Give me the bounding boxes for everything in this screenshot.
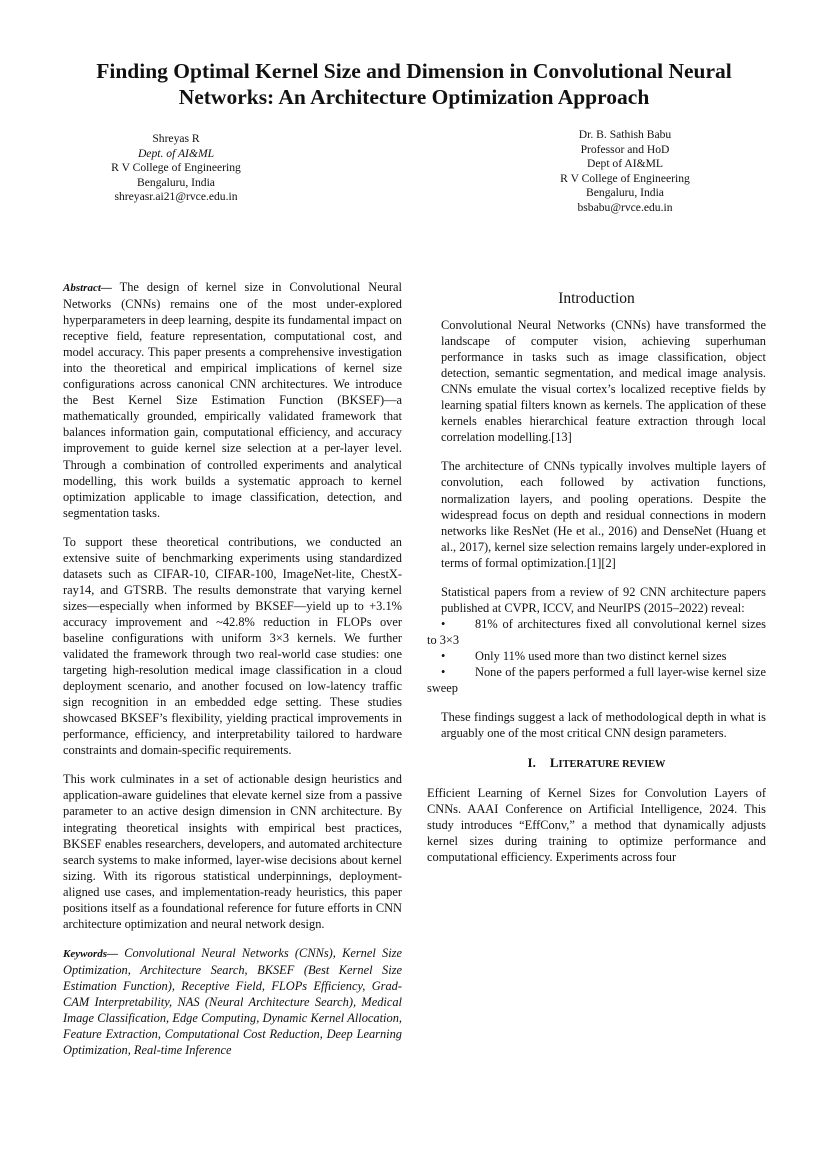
abstract-label: Abstract—	[63, 282, 112, 294]
author-dept: Dept. of AI&ML	[137, 146, 215, 160]
intro-paragraph-2: The architecture of CNNs typically involves multiple layers of convolution, each followed by activation functions, normalization layers, and pooling operations. Despite the widespread focus on depth and residual connections in modern networks like ResNet (He et al., 2016) and DenseNet (Huang et al., 2017), kernel size selection remains largely under-explored in terms of formal optimization.[1][2]	[441, 459, 766, 570]
keywords-paragraph	[63, 945, 402, 1058]
bullet-icon: •	[441, 664, 446, 679]
list-item	[427, 648, 766, 664]
author-role: Professor and HoD	[580, 142, 670, 156]
left-column	[63, 279, 402, 1058]
heading-rest: ITERATURE REVIEW	[558, 759, 666, 771]
keywords-label: Keywords—	[63, 947, 118, 960]
list-item	[427, 616, 766, 648]
list-item	[427, 664, 766, 696]
author-college: R V College of Engineering	[111, 161, 241, 175]
bullet-text: None of the papers performed a full layer-wise kernel size sweep	[427, 664, 766, 696]
author-college: R V College of Engineering	[560, 171, 690, 185]
author-email: shreyasr.ai21@rvce.edu.in	[114, 190, 238, 204]
author-name: Shreyas R	[152, 132, 200, 145]
introduction-heading: Introduction	[558, 290, 635, 307]
section-number: I.	[527, 755, 536, 771]
intro-paragraph-1: Convolutional Neural Networks (CNNs) have transformed the landscape of computer vision, achieving superhuman performance in tasks such as image classification, object detection, semantic segmentation, and medical image analysis. CNNs emulate the visual cortex’s localized receptive fields by learning spatial filters known as kernels. The application of these kernels enables hierarchical feature extraction through local correlation modelling.[13]	[441, 318, 766, 445]
bullet-icon: •	[441, 616, 446, 631]
bullet-text: Only 11% used more than two distinct kernel sizes	[475, 648, 727, 663]
introduction-body-2	[427, 709, 766, 741]
author-block-2	[515, 128, 735, 216]
keywords-text: Convolutional Neural Networks (CNNs), Kernel Size Optimization, Architecture Search, BKSEF (Best Kernel Size Estimation Function), Receptive Field, FLOPs Efficiency, Grad-CAM Interpretability, NAS (Neural Architecture Search), Medical Image Classification, Edge Computing, Dynamic Kernel Allocation, Feature Extraction, Computational Cost Reduction, Deep Learning Optimization, Real-time Inference	[63, 945, 402, 1058]
intro-paragraph-3: Statistical papers from a review of 92 CNN architecture papers published at CVPR, ICCV, and NeurIPS (2015–2022) reveal:	[441, 584, 766, 615]
literature-heading	[427, 755, 766, 773]
bullet-icon: •	[441, 648, 446, 663]
introduction-body	[427, 317, 766, 616]
right-column	[427, 279, 766, 865]
heading-first-letter: L	[549, 755, 559, 771]
bullet-text: 81% of architectures fixed all convolutional kernel sizes to 3×3	[427, 616, 766, 647]
author-dept: Dept of AI&ML	[587, 157, 663, 171]
abstract-paragraph-3: This work culminates in a set of actionable design heuristics and application-aware guidelines that elevate kernel size from a passive parameter to an active design dimension in CNN architecture. By integrating theoretical insights with empirical best practices, BKSEF enables researchers, developers, and automated architecture search systems to make informed, layer-wise decisions about kernel sizing. With its rigorous statistical underpinnings, deployment-aligned use cases, and implementation-ready heuristics, this paper positions itself as a foundational reference for future efforts in CNN architecture optimization and neural network design.	[63, 772, 402, 931]
literature-paragraph-1: Efficient Learning of Kernel Sizes for Convolution Layers of CNNs. AAAI Conference on Artificial Intelligence, 2024. This study introduces “EffConv,” a method that dynamically adjusts kernel sizes during training to optimize performance and computational efficiency. Experiments across four	[427, 786, 766, 865]
author-block-1	[70, 132, 282, 205]
intro-paragraph-4: These findings suggest a lack of methodological depth in what is arguably one of the most critical CNN design parameters.	[441, 710, 766, 741]
author-location: Bengaluru, India	[137, 175, 215, 189]
abstract-text-1: The design of kernel size in Convolutional Neural Networks (CNNs) remains one of the most under-explored hyperparameters in deep learning, despite its fundamental impact on receptive field, feature representation, computational cost, and model accuracy. This paper presents a comprehensive investigation into the theoretical and empirical implications of kernel size configurations across canonical CNN architectures. We introduce the Best Kernel Size Estimation Function (BKSEF)—a mathematically grounded, empirically validated framework that balances information gain, computational efficiency, and accuracy improvement to guide kernel size selection at a per-layer level. Through a combination of controlled experiments and analytical modelling, this work builds a systematic approach to kernel optimization applicable to image classification, detection, and segmentation tasks.	[63, 280, 402, 520]
abstract-paragraph-1	[63, 279, 402, 521]
author-location: Bengaluru, India	[586, 186, 664, 200]
author-name: Dr. B. Sathish Babu	[578, 128, 672, 141]
author-email: bsbabu@rvce.edu.in	[577, 200, 673, 214]
abstract-paragraph-2: To support these theoretical contributions, we conducted an extensive suite of benchmarking experiments using standardized datasets such as CIFAR-10, CIFAR-100, ImageNet-lite, ChestX-ray14, and GTSRB. The results demonstrate that varying kernel sizes—especially when informed by BKSEF—yield up to +3.1% accuracy improvement and ~42.8% reduction in FLOPs over baseline configurations with uniform 3×3 kernels. We further validated the framework through two real-world case studies: one targeting high-resolution medical image classification in a cloud deployment scenario, and another focused on low-latency traffic sign recognition in an embedded edge setting. These studies showcased BKSEF’s flexibility, yielding practical improvements in performance, efficiency, and interpretability tailored to hardware constraints and domain-specific requirements.	[63, 534, 402, 758]
paper-title: Finding Optimal Kernel Size and Dimension in Convolutional Neural Networks: An Architecture Optimization Approach	[96, 59, 732, 109]
